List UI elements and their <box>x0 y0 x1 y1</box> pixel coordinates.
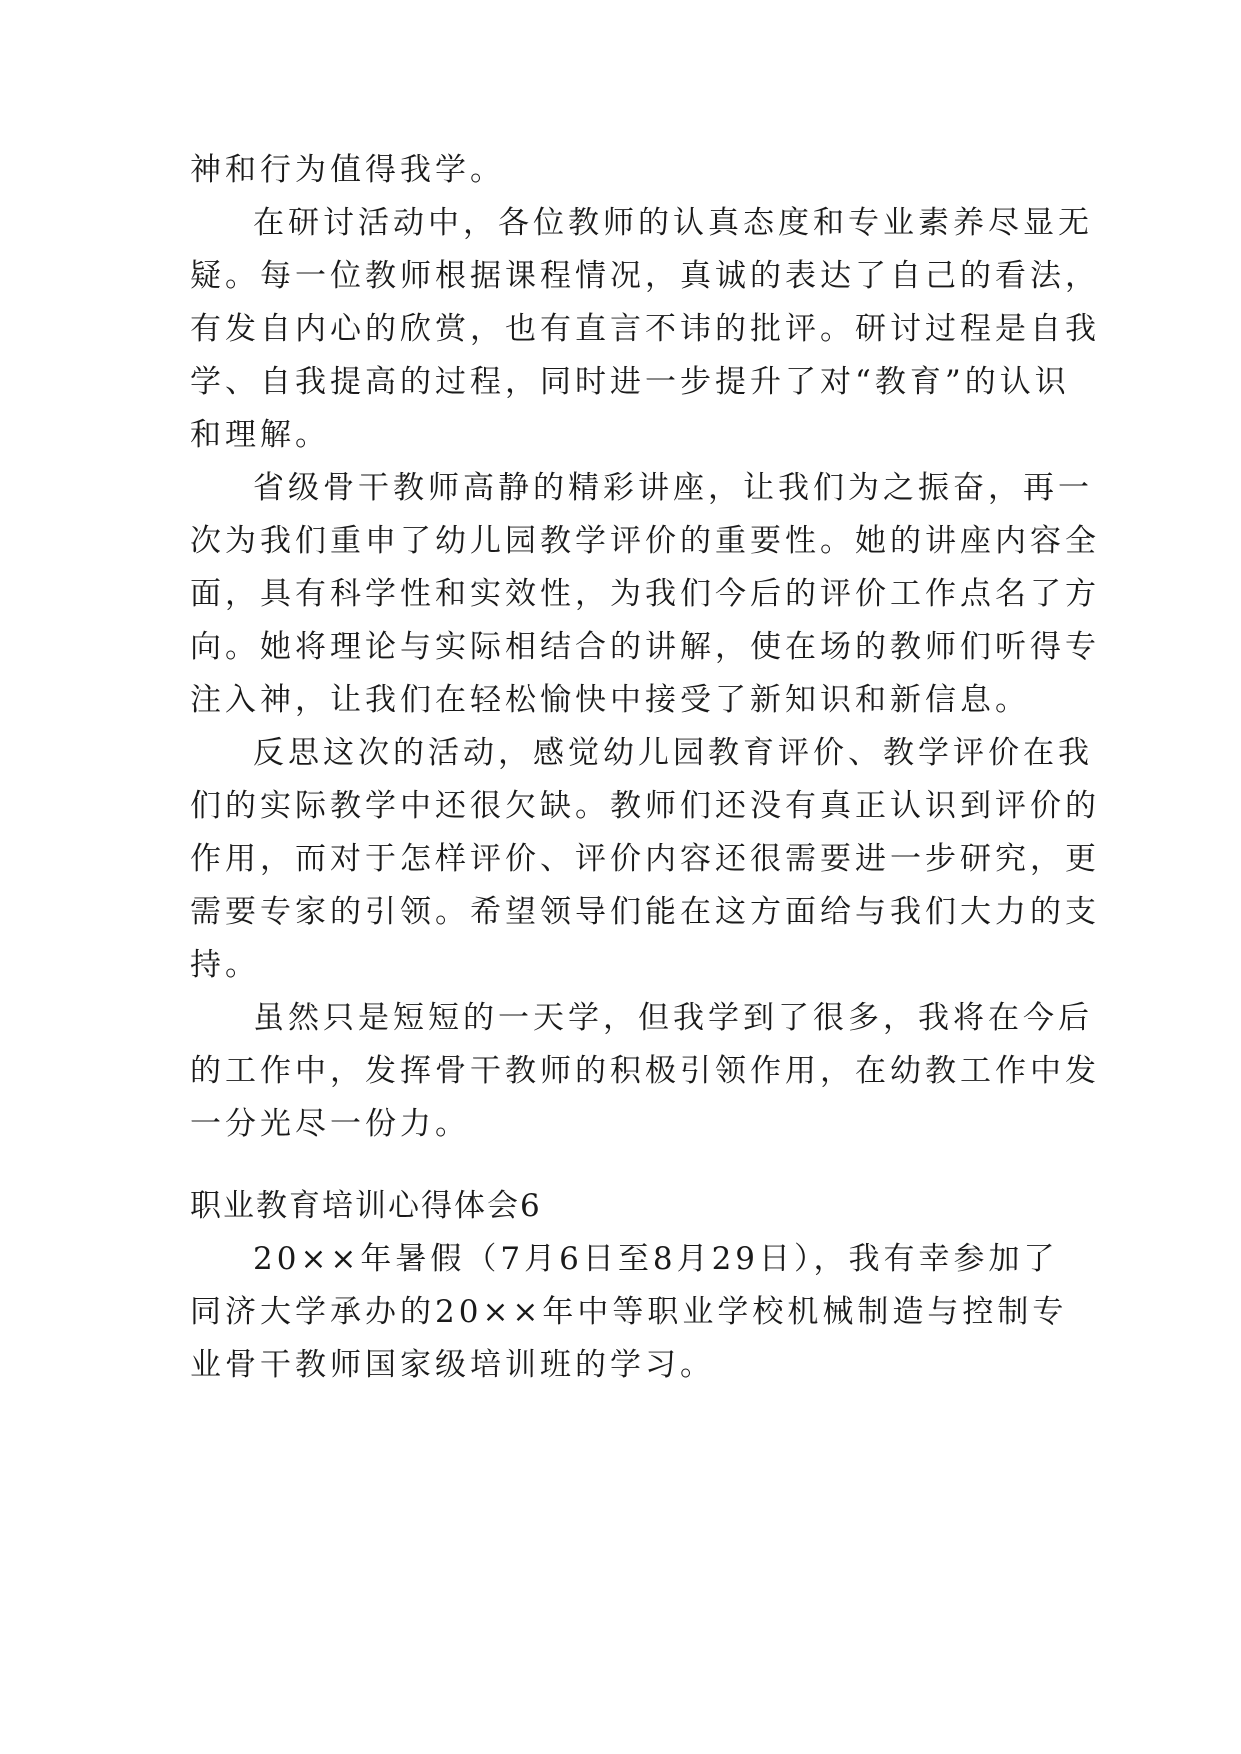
text-line: 同济大学承办的20××年中等职业学校机械制造与控制专 <box>190 1294 1068 1330</box>
text-line: 有发自内心的欣赏，也有直言不讳的批评。研讨过程是自我 <box>190 311 1100 347</box>
paragraph-start: 省级骨干教师高静的精彩讲座，让我们为之振奋，再一 <box>253 470 1093 506</box>
text-line: 业骨干教师国家级培训班的学习。 <box>190 1347 715 1383</box>
text-line: 向。她将理论与实际相结合的讲解，使在场的教师们听得专 <box>190 629 1100 665</box>
text-line: 需要专家的引领。希望领导们能在这方面给与我们大力的支 <box>190 894 1100 930</box>
text-line: 作用，而对于怎样评价、评价内容还很需要进一步研究，更 <box>190 841 1100 877</box>
text-line: 面，具有科学性和实效性，为我们今后的评价工作点名了方 <box>190 576 1100 612</box>
text-line: 们的实际教学中还很欠缺。教师们还没有真正认识到评价的 <box>190 788 1100 824</box>
text-line: 的工作中，发挥骨干教师的积极引领作用，在幼教工作中发 <box>190 1053 1100 1089</box>
text-line: 疑。每一位教师根据课程情况，真诚的表达了自己的看法， <box>190 258 1100 294</box>
text-line: 一分光尽一份力。 <box>190 1106 470 1142</box>
text-line: 神和行为值得我学。 <box>190 152 505 188</box>
section-heading: 职业教育培训心得体会6 <box>190 1188 542 1224</box>
text-line: 注入神，让我们在轻松愉快中接受了新知识和新信息。 <box>190 682 1030 718</box>
text-line: 次为我们重申了幼儿园教学评价的重要性。她的讲座内容全 <box>190 523 1100 559</box>
text-line: 和理解。 <box>190 417 330 453</box>
text-line: 学、自我提高的过程，同时进一步提升了对“教育”的认识 <box>190 364 1070 400</box>
paragraph-start: 在研讨活动中，各位教师的认真态度和专业素养尽显无 <box>253 205 1093 241</box>
paragraph-start: 反思这次的活动，感觉幼儿园教育评价、教学评价在我 <box>253 735 1093 771</box>
text-line: 持。 <box>190 947 260 983</box>
paragraph-start: 虽然只是短短的一天学，但我学到了很多，我将在今后 <box>253 1000 1093 1036</box>
paragraph-start: 20××年暑假（7月6日至8月29日），我有幸参加了 <box>253 1241 1059 1277</box>
